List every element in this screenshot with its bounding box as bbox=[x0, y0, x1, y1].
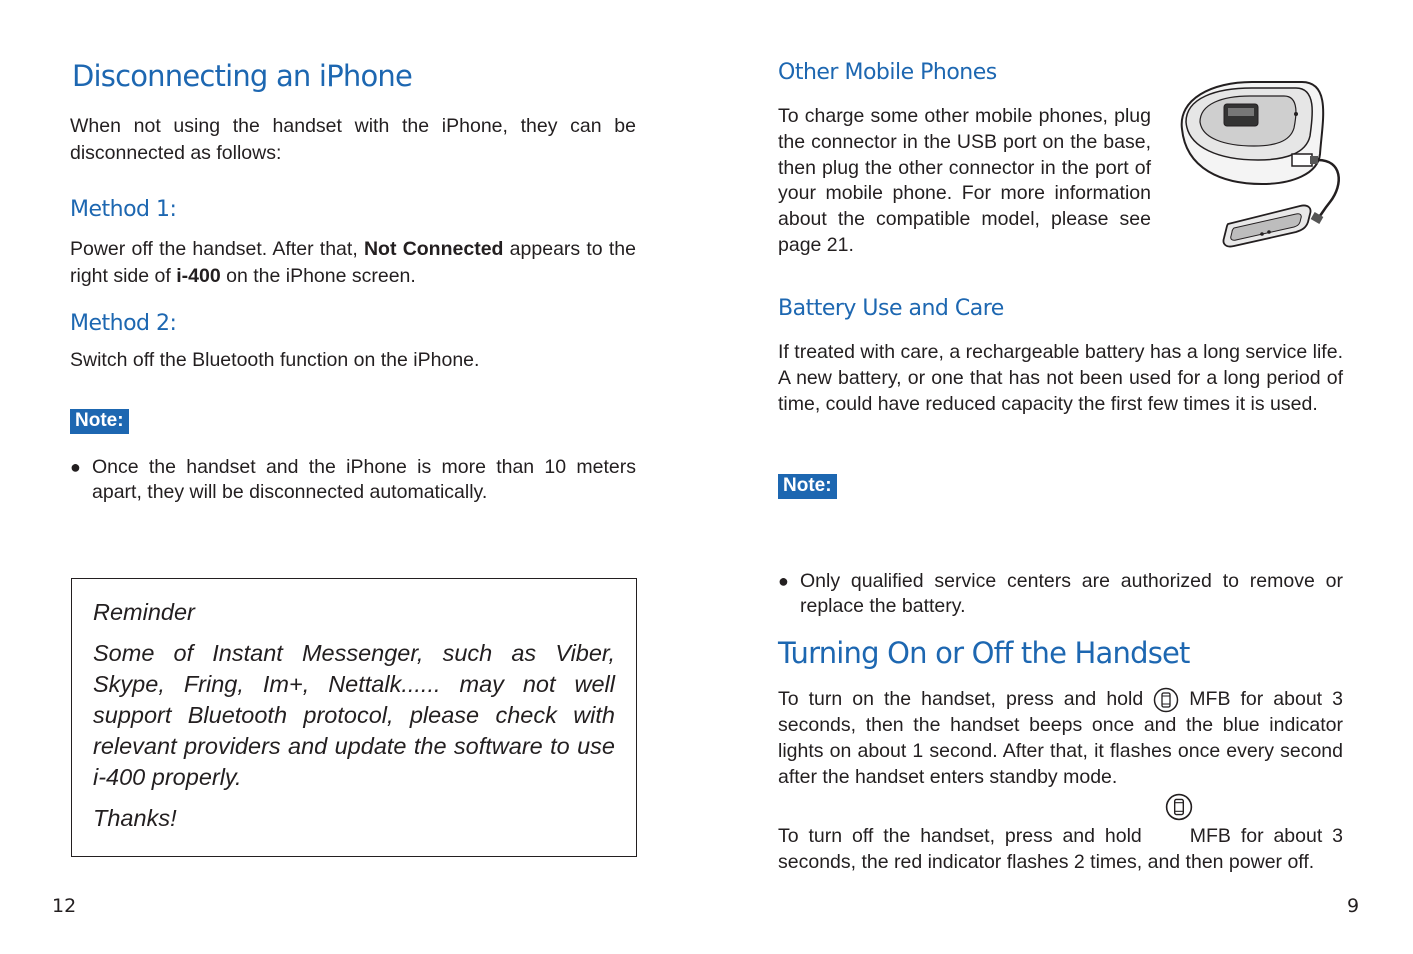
note-label-right: Note: bbox=[778, 474, 837, 499]
battery-text: If treated with care, a rechargeable battery has a long service life. A new battery, or one that has not been used for a long period of time, could have reduced capacity the first few times it is used. bbox=[778, 341, 1343, 415]
page-number-right: 9 bbox=[1347, 895, 1360, 917]
method2-text: Switch off the Bluetooth function on the iPhone. bbox=[70, 349, 480, 371]
device-name: i-400 bbox=[176, 265, 221, 287]
page-title-disconnecting: Disconnecting an iPhone bbox=[72, 59, 413, 93]
bullet-dot: ● bbox=[70, 457, 81, 477]
bullet-dot: ● bbox=[778, 571, 789, 591]
reminder-closing: Thanks! bbox=[93, 805, 177, 831]
note-bullet-left: ● Once the handset and the iPhone is more than 10 meters apart, they will be disconnected automatically. bbox=[70, 456, 636, 503]
turn-off-text: To turn off the handset, press and hold MFB for about 3 seconds, the red indicator flashes 2 times, and then power off. bbox=[778, 825, 1343, 873]
mfb-button-icon bbox=[1153, 687, 1179, 713]
not-connected-label: Not Connected bbox=[363, 238, 504, 260]
other-phones-text: To charge some other mobile phones, plug the connector in the USB port on the base, then plug the other connector in the port of your mobile phone. For more information about the compatible model, please see page 21. bbox=[778, 105, 1151, 256]
reminder-body: Some of Instant Messenger, such as Viber, Skype, Fring, Im+, Nettalk...... may not well support Bluetooth protocol, please check with relevant providers and update the software to use i-400 properly. bbox=[93, 640, 615, 790]
reminder-title: Reminder bbox=[93, 599, 195, 625]
page-number-left: 12 bbox=[52, 895, 77, 917]
turn-on-text: To turn on the handset, press and hold MFB for about 3 seconds, then the handset beeps once and the blue indicator lights on about 1 second. After that, it flashes once every second after the handset enters standby mode. bbox=[778, 688, 1343, 788]
battery-heading: Battery Use and Care bbox=[778, 296, 1004, 321]
other-phones-heading: Other Mobile Phones bbox=[778, 60, 997, 85]
mfb-button-icon bbox=[1165, 793, 1193, 821]
note-label-left: Note: bbox=[70, 409, 129, 434]
turning-on-off-heading: Turning On or Off the Handset bbox=[778, 636, 1190, 670]
note-bullet-right: ● Only qualified service centers are authorized to remove or replace the battery. bbox=[778, 570, 1343, 617]
charging-base-with-phone-illustration bbox=[1172, 74, 1350, 258]
intro-paragraph: When not using the handset with the iPhone, they can be disconnected as follows: bbox=[70, 115, 636, 164]
method1-heading: Method 1: bbox=[70, 197, 177, 222]
reminder-box bbox=[71, 578, 637, 857]
method1-text: Power off the handset. After that, Not Connected appears to the right side of i-400 on the iPhone screen. bbox=[70, 238, 636, 287]
method2-heading: Method 2: bbox=[70, 311, 177, 336]
